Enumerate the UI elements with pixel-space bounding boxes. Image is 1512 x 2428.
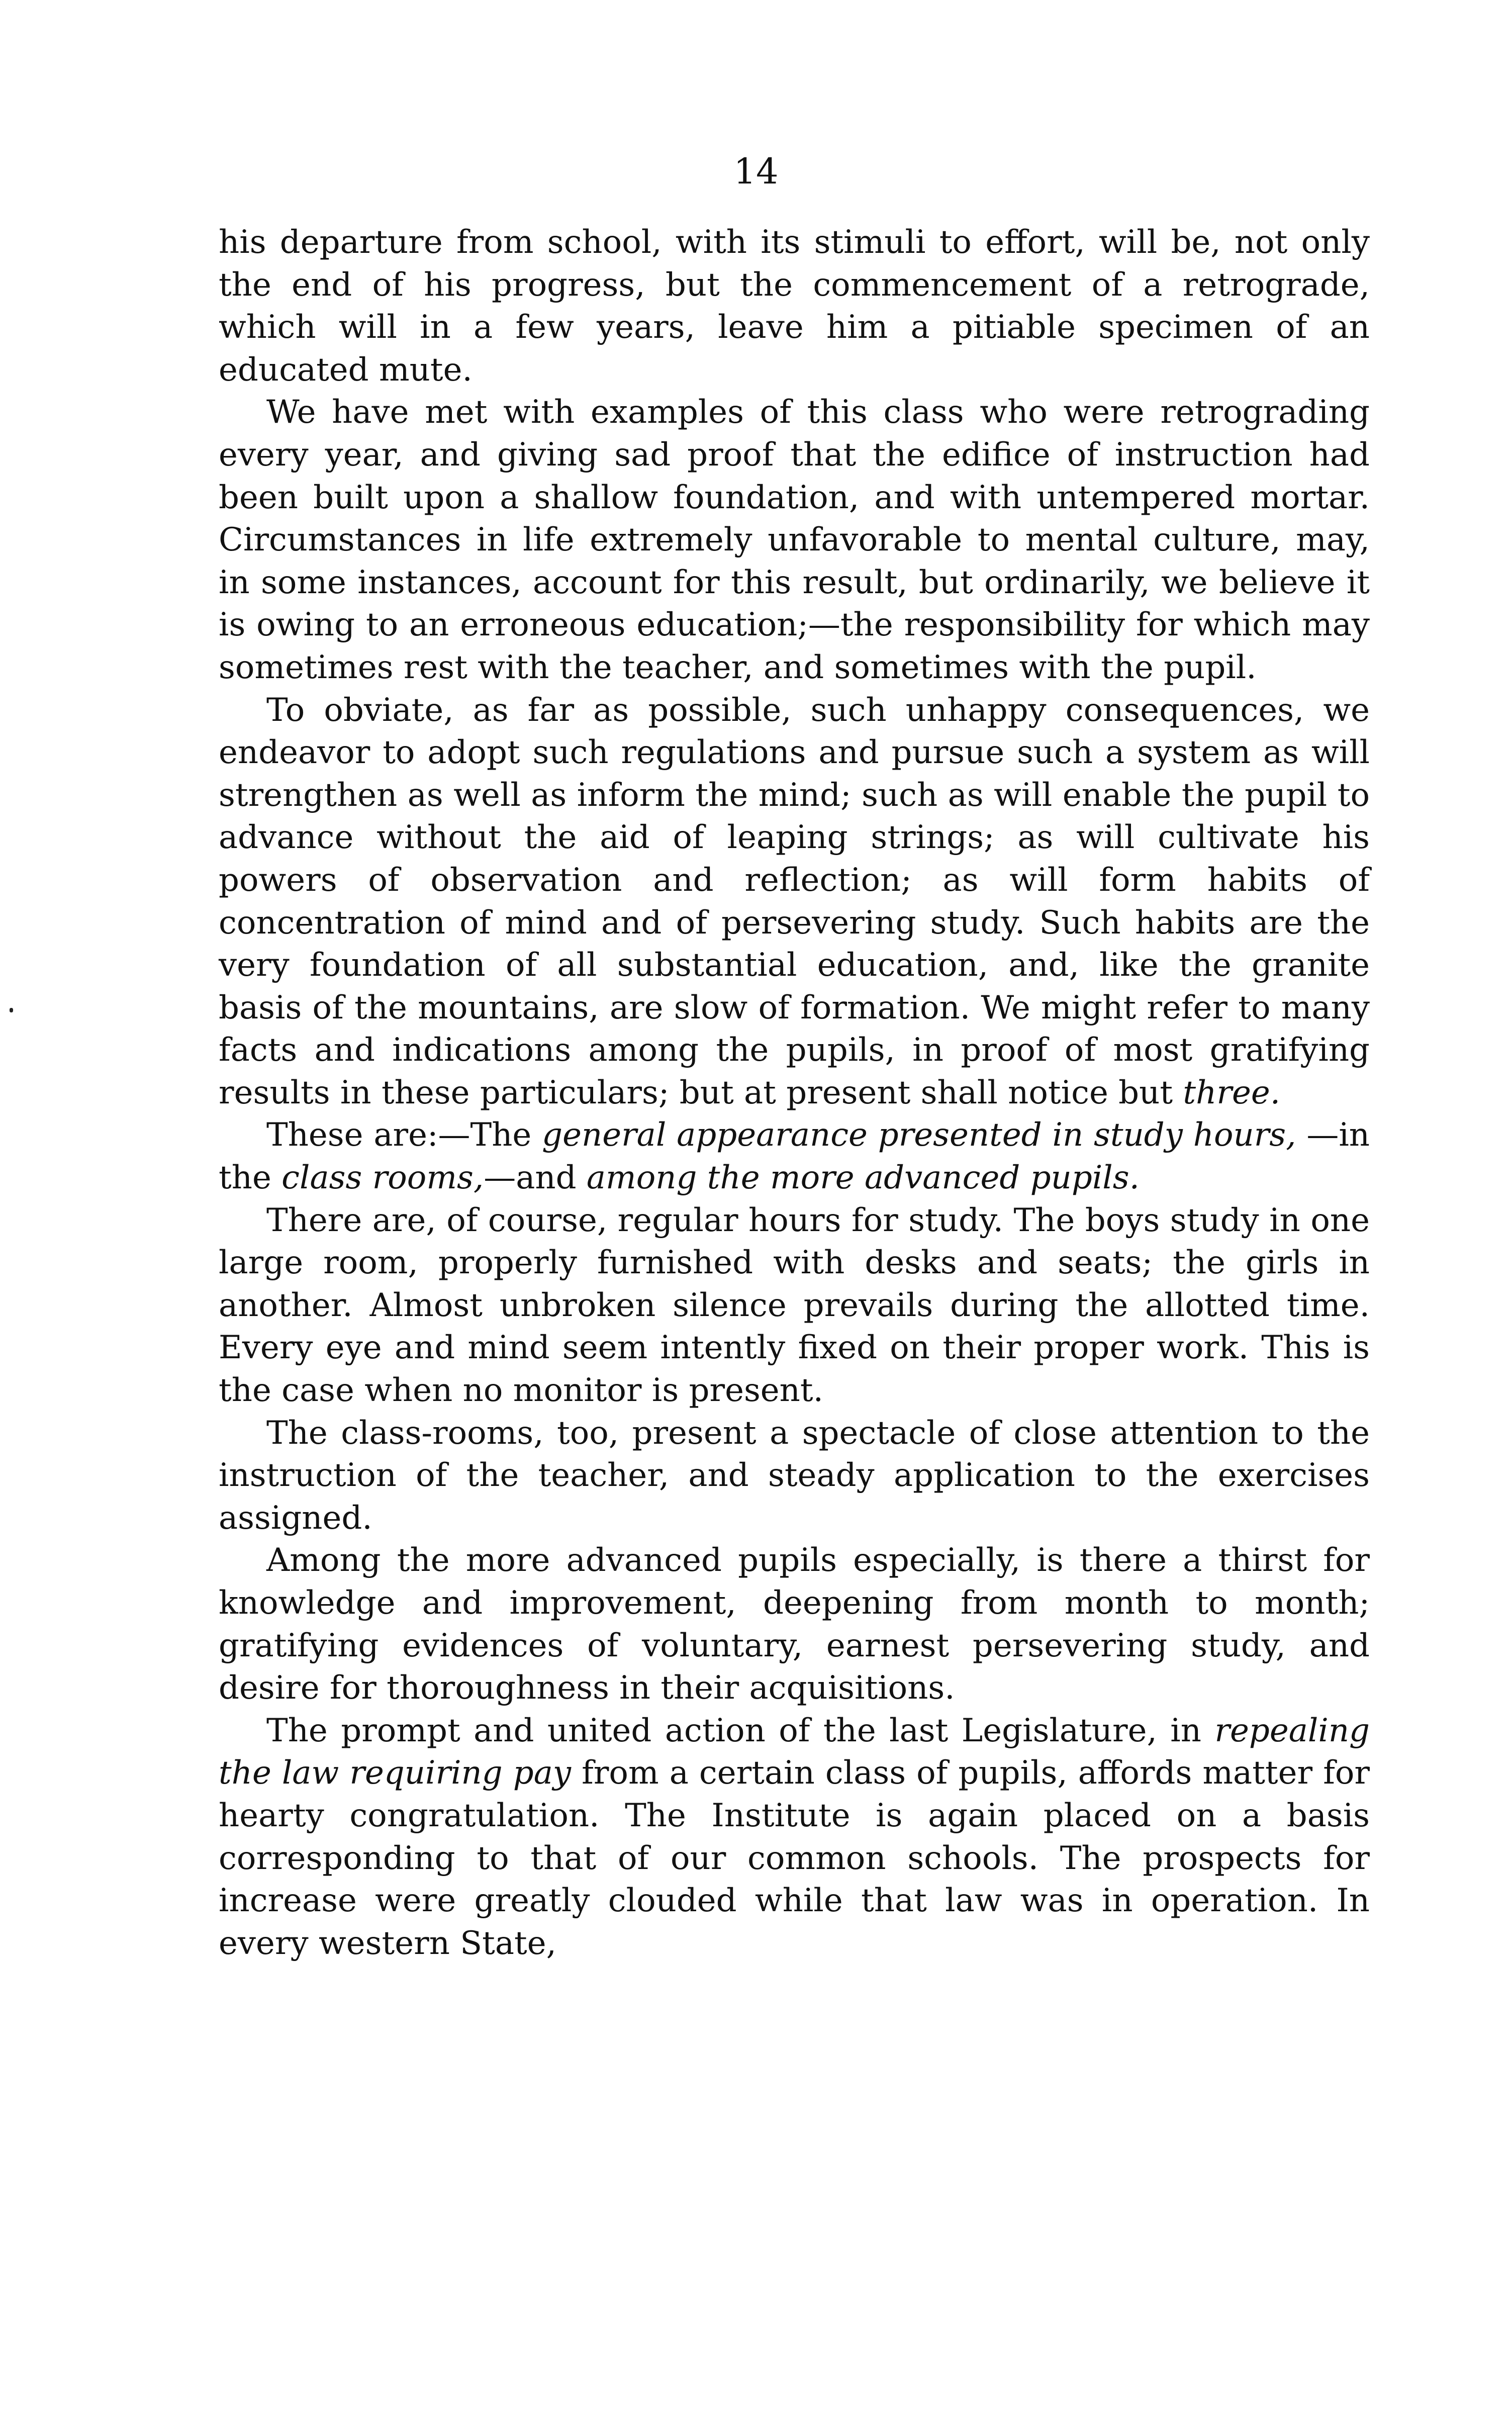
text-run: There are, of course, regular hours for study. The boys study in one large room, properly furnished with desks and seats; the girls in another. Almost unbroken silence prevails during the allotted time. Every eye and mind seem intently fixed on their proper work. This is the case when no monitor is present. <box>219 1201 1370 1410</box>
italic-text: general appearance presented in study hours, <box>542 1116 1296 1154</box>
paragraph <box>219 1412 1370 1540</box>
text-run: The class-rooms, too, present a spectacle of close attention to the instruction of the teacher, and steady application to the exercises assigned. <box>219 1414 1370 1537</box>
paragraph <box>219 1199 1370 1412</box>
paragraph <box>219 1539 1370 1709</box>
text-run: —and <box>484 1159 587 1197</box>
text-run: To obviate, as far as possible, such unhappy consequences, we endeavor to adopt such regulations and pursue such a system as will strengthen as well as inform the mind; such as will enable the pupil to advance without the aid of leaping strings; as will cultivate his powers of observation and reflection; as will form habits of concentration of mind and of persevering study. Such habits are the very foundation of all substantial education, and, like the granite basis of the mountains, are slow of formation. We might refer to many facts and indications among the pupils, in proof of most gratifying results in these particulars; but at present shall notice but <box>219 691 1370 1111</box>
stray-ink-mark <box>10 1008 13 1012</box>
text-run: —in the <box>219 1116 1370 1197</box>
italic-text: class rooms, <box>281 1159 484 1197</box>
paragraph <box>219 1710 1370 1965</box>
paragraph <box>219 689 1370 1114</box>
text-run: The prompt and united action of the last Legislature, in <box>266 1712 1215 1749</box>
paragraph <box>219 391 1370 689</box>
italic-text: among the more advanced pupils. <box>586 1159 1140 1197</box>
text-run: his departure from school, with its stimuli to effort, will be, not only the end of his progress, but the commencement of a retrograde, which will in a few years, leave him a pitiable specimen of an educated mute. <box>219 224 1370 389</box>
paragraph <box>219 1114 1370 1199</box>
text-run: Among the more advanced pupils especially, is there a thirst for knowledge and improvement, deepening from month to month; gratifying evidences of voluntary, earnest persevering study, and desire for thoroughness in their acquisitions. <box>219 1542 1370 1707</box>
italic-text: three. <box>1183 1074 1281 1111</box>
text-run: We have met with examples of this class who were retrograding every year, and giving sad proof that the edifice of instruction had been built upon a shallow foundation, and with untempered mortar. Circumstances in life extremely unfavorable to mental culture, may, in some instances, account for this result, but ordinarily, we believe it is owing to an erroneous education;—the responsibility for which may sometimes rest with the teacher, and sometimes with the pupil. <box>219 394 1370 686</box>
body-text <box>219 221 1370 1965</box>
text-run: from a certain class of pupils, affords matter for hearty congratulation. The Institute is again placed on a basis corresponding to that of our common schools. The prospects for increase were greatly clouded while that law was in operation. In every western State, <box>219 1754 1370 1962</box>
page-number: 14 <box>733 151 779 192</box>
italic-text: repealing the law requiring pay <box>219 1712 1370 1792</box>
paragraph <box>219 221 1370 391</box>
text-run: These are:—The <box>266 1116 542 1154</box>
